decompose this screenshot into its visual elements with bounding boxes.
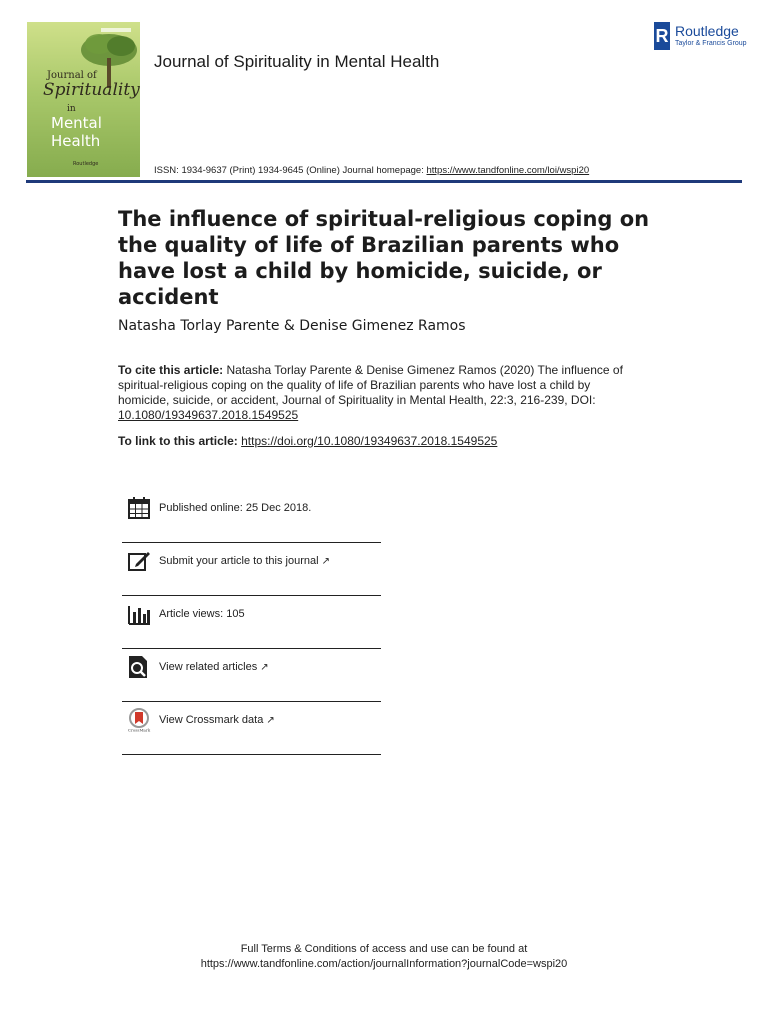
submit-article-item[interactable] bbox=[122, 543, 381, 596]
related-articles-item[interactable] bbox=[122, 649, 381, 702]
crossmark-icon bbox=[127, 708, 151, 732]
crossmark-item[interactable] bbox=[122, 702, 381, 755]
issn-line bbox=[154, 165, 589, 176]
citation-block bbox=[118, 363, 628, 423]
cover-title-line1: Journal of bbox=[47, 70, 97, 81]
cover-publisher: Routledge bbox=[73, 161, 99, 167]
related-articles-label: View related articles bbox=[159, 661, 258, 673]
issn-text: ISSN: 1934-9637 (Print) 1934-9645 (Online) Journal homepage: bbox=[154, 165, 427, 176]
routledge-logo-icon: R bbox=[654, 22, 670, 50]
article-title: The influence of spiritual-religious coping on the quality of life of Brazilian parents who have lost a child by homicide, suicide, or accident bbox=[118, 207, 650, 309]
publisher-group: Taylor & Francis Group bbox=[675, 40, 747, 47]
calendar-icon bbox=[127, 496, 151, 520]
external-link-icon: ↗ bbox=[260, 662, 269, 673]
journal-homepage-link[interactable]: https://www.tandfonline.com/loi/wspi20 bbox=[426, 165, 590, 176]
terms-url[interactable]: https://www.tandfonline.com/action/journalInformation?journalCode=wspi20 bbox=[200, 958, 568, 970]
bar-chart-icon bbox=[127, 602, 151, 626]
cover-title-line4: Mental bbox=[51, 114, 102, 132]
doi-link[interactable]: 10.1080/19349637.2018.1549525 bbox=[118, 408, 299, 422]
crossmark-link[interactable] bbox=[159, 714, 275, 726]
article-link-line bbox=[118, 434, 497, 448]
article-views-item bbox=[122, 596, 381, 649]
crossmark-icon-label: CrossMark bbox=[127, 727, 151, 732]
related-articles-link[interactable] bbox=[159, 661, 269, 673]
cover-title-line2: Spirituality bbox=[43, 80, 140, 100]
cite-text: Natasha Torlay Parente & Denise Gimenez Ramos (2020) The influence of spiritual-religious coping on the quality of life of Brazilian parents who have lost a child by homicide, suicide, or accident, Journal of Spirituality in Mental Health, 22:3, 216-239, DOI: bbox=[118, 363, 623, 407]
external-link-icon: ↗ bbox=[266, 715, 275, 726]
submit-article-link[interactable] bbox=[159, 555, 330, 567]
terms-footer bbox=[0, 942, 768, 972]
journal-title: Journal of Spirituality in Mental Health bbox=[154, 52, 440, 71]
routledge-logo bbox=[654, 22, 750, 50]
article-url-link[interactable]: https://doi.org/10.1080/19349637.2018.1549525 bbox=[241, 434, 498, 448]
publisher-name: Routledge bbox=[675, 23, 739, 39]
search-document-icon bbox=[127, 655, 151, 679]
article-authors: Natasha Torlay Parente & Denise Gimenez Ramos bbox=[118, 318, 466, 334]
published-online-item bbox=[122, 490, 381, 543]
journal-cover-image bbox=[27, 22, 140, 177]
edit-icon bbox=[127, 549, 151, 573]
cover-title-line3: in bbox=[67, 104, 76, 114]
external-link-icon: ↗ bbox=[321, 556, 330, 567]
terms-line: Full Terms & Conditions of access and use can be found at bbox=[240, 943, 528, 955]
header-divider bbox=[26, 180, 742, 183]
article-views-text: Article views: 105 bbox=[159, 608, 245, 620]
cover-title-line5: Health bbox=[51, 132, 101, 150]
link-label: To link to this article: bbox=[118, 434, 242, 448]
crossmark-label: View Crossmark data bbox=[159, 714, 264, 726]
submit-article-label: Submit your article to this journal bbox=[159, 555, 319, 567]
published-online-text: Published online: 25 Dec 2018. bbox=[159, 502, 312, 514]
cite-label: To cite this article: bbox=[118, 363, 224, 377]
article-info-list bbox=[122, 490, 381, 755]
